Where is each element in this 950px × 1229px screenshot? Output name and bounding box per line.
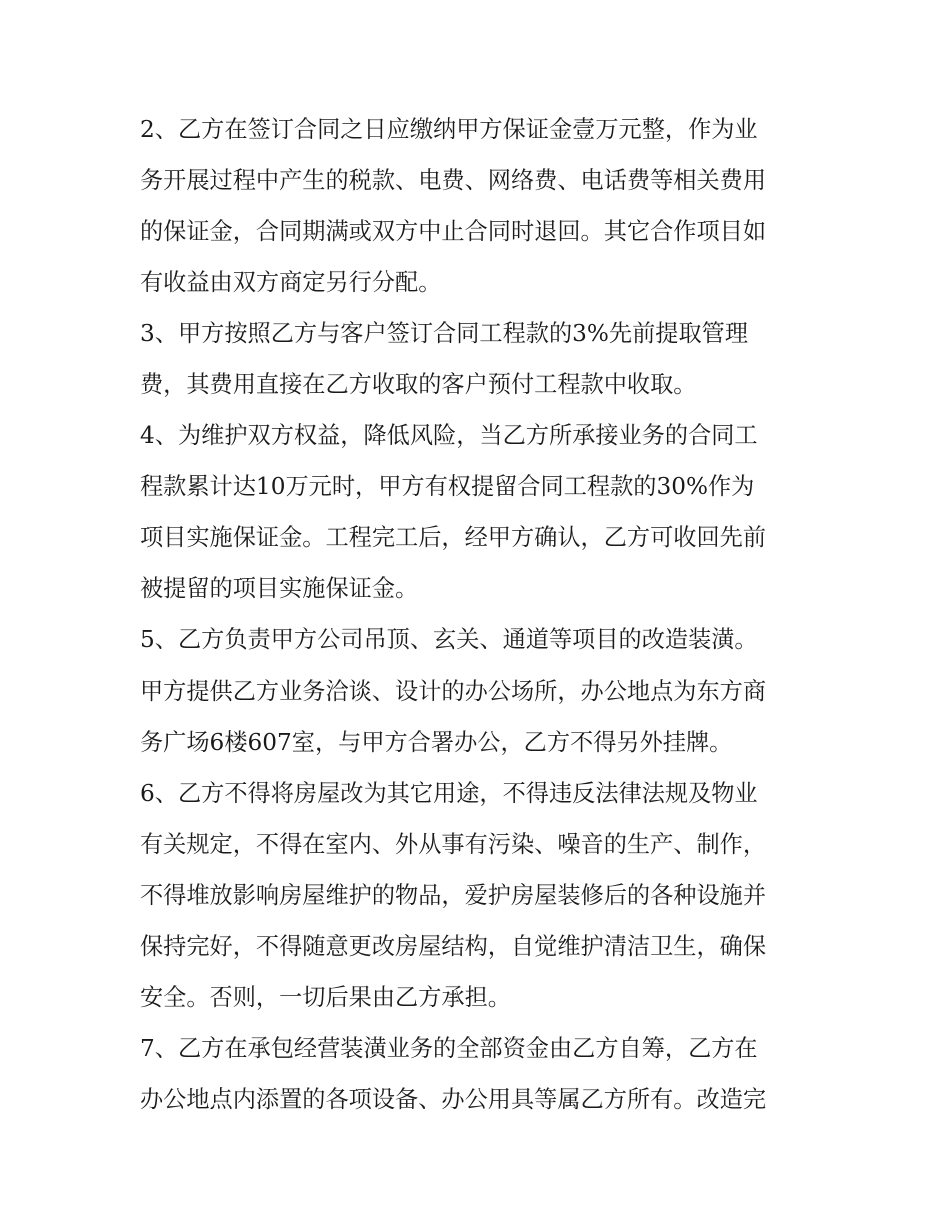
text-line: 有关规定，不得在室内、外从事有污染、噪音的生产、制作，: [140, 830, 767, 858]
text-line: 有收益由双方商定另行分配。: [140, 269, 442, 297]
document-body: [140, 104, 820, 1125]
text-line: 不得堆放影响房屋维护的物品，爱护房屋装修后的各种设施并: [140, 881, 767, 909]
text-line: 的保证金，合同期满或双方中止合同时退回。其它合作项目如: [140, 218, 767, 246]
text-line: 2、乙方在签订合同之日应缴纳甲方保证金壹万元整，作为业: [140, 116, 758, 143]
text-line: 5、乙方负责甲方公司吊顶、玄关、通道等项目的改造装潢。: [140, 626, 758, 654]
text-line: 7、乙方在承包经营装潢业务的全部资金由乙方自筹，乙方在: [140, 1034, 758, 1062]
text-line: 被提留的项目实施保证金。: [140, 575, 419, 603]
text-line: 项目实施保证金。工程完工后，经甲方确认，乙方可收回先前: [140, 524, 767, 552]
text-line: 费，其费用直接在乙方收取的客户预付工程款中收取。: [140, 371, 697, 399]
text-line: 办公地点内添置的各项设备、办公用具等属乙方所有。改造完: [140, 1085, 767, 1113]
text-line: 务开展过程中产生的税款、电费、网络费、电话费等相关费用: [140, 167, 767, 195]
text-line: 务广场6楼607室，与甲方合署办公，乙方不得另外挂牌。: [140, 728, 733, 756]
text-line: 3、甲方按照乙方与客户签订合同工程款的3%先前提取管理: [140, 320, 749, 348]
text-line: 保持完好，不得随意更改房屋结构，自觉维护清洁卫生，确保: [140, 932, 767, 960]
text-line: 6、乙方不得将房屋改为其它用途，不得违反法律法规及物业: [140, 779, 758, 807]
text-line: 程款累计达10万元时，甲方有权提留合同工程款的30%作为: [140, 473, 755, 501]
text-line: 甲方提供乙方业务洽谈、设计的办公场所，办公地点为东方商: [140, 677, 767, 705]
text-line: 4、为维护双方权益，降低风险，当乙方所承接业务的合同工: [140, 422, 758, 450]
text-line: 安全。否则，一切后果由乙方承担。: [140, 983, 511, 1011]
